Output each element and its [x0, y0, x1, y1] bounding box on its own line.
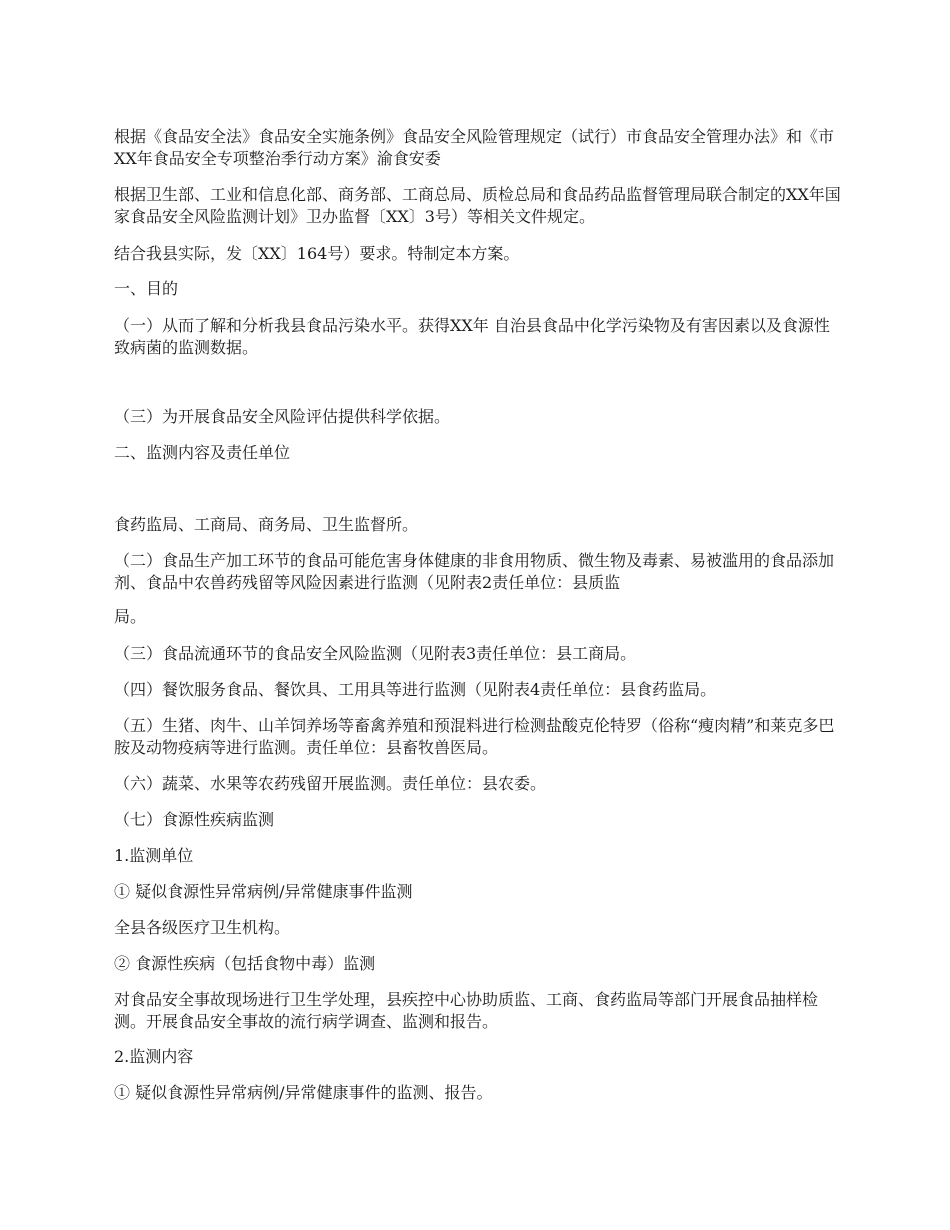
paragraph-item-2-end: 局。 — [114, 607, 147, 626]
heading-monitoring-items: 2.监测内容 — [114, 1047, 194, 1066]
paragraph-item-2: （二）食品生产加工环节的食品可能危害身体健康的非食用物质、微生物及毒素、易被滥用的食品添加剂、食品中农兽药残留等风险因素进行监测（见附表2责任单位：县质监 — [114, 551, 835, 592]
paragraph-local-situation: 结合我县实际，发〔XX〕164号）要求。特制定本方案。 — [114, 244, 520, 263]
paragraph-suspected-cases: ① 疑似食源性异常病例/异常健康事件监测 — [114, 882, 413, 901]
paragraph-purpose-3: （三）为开展食品安全风险评估提供科学依据。 — [114, 407, 451, 426]
paragraph-monitoring-report: ① 疑似食源性异常病例/异常健康事件的监测、报告。 — [114, 1083, 493, 1102]
paragraph-item-7: （七）食源性疾病监测 — [114, 810, 275, 829]
heading-monitoring-unit: 1.监测单位 — [114, 846, 194, 865]
paragraph-purpose-1: （一）从而了解和分析我县食品污染水平。获得XX年 自治县食品中化学污染物及有害因素以及食源性致病菌的监测数据。 — [114, 316, 830, 357]
paragraph-medical-institutions: 全县各级医疗卫生机构。 — [114, 918, 291, 937]
paragraph-regulations: 根据卫生部、工业和信息化部、商务部、工商总局、质检总局和食品药品监督管理局联合制定的XX年国家食品安全风险监测计划》卫办监督〔XX〕3号）等相关文件规定。 — [114, 185, 841, 226]
paragraph-item-6: （六）蔬菜、水果等农药残留开展监测。责任单位：县农委。 — [114, 774, 547, 793]
paragraph-item-5: （五）生猪、肉牛、山羊饲养场等畜禽养殖和预混料进行检测盐酸克伦特罗（俗称“瘦肉精”和莱克多巴胺及动物疫病等进行监测。责任单位：县畜牧兽医局。 — [114, 716, 835, 757]
heading-monitoring-content: 二、监测内容及责任单位 — [114, 443, 291, 462]
paragraph-foodborne-disease: ② 食源性疾病（包括食物中毒）监测 — [114, 954, 376, 973]
paragraph-agencies: 食药监局、工商局、商务局、卫生监督所。 — [114, 515, 419, 534]
heading-purpose: 一、目的 — [114, 279, 179, 298]
paragraph-item-3: （三）食品流通环节的食品安全风险监测（见附表3责任单位：县工商局。 — [114, 644, 637, 663]
paragraph-item-4: （四）餐饮服务食品、餐饮具、工用具等进行监测（见附表4责任单位：县食药监局。 — [114, 680, 717, 699]
paragraph-incident-handling: 对食品安全事故现场进行卫生学处理，县疾控中心协助质监、工商、食药监局等部门开展食品抽样检测。开展食品安全事故的流行病学调查、监测和报告。 — [114, 990, 819, 1031]
paragraph-legal-basis: 根据《食品安全法》食品安全实施条例》食品安全风险管理规定（试行）市食品安全管理办法》和《市XX年食品安全专项整治季行动方案》渝食安委 — [114, 127, 835, 168]
